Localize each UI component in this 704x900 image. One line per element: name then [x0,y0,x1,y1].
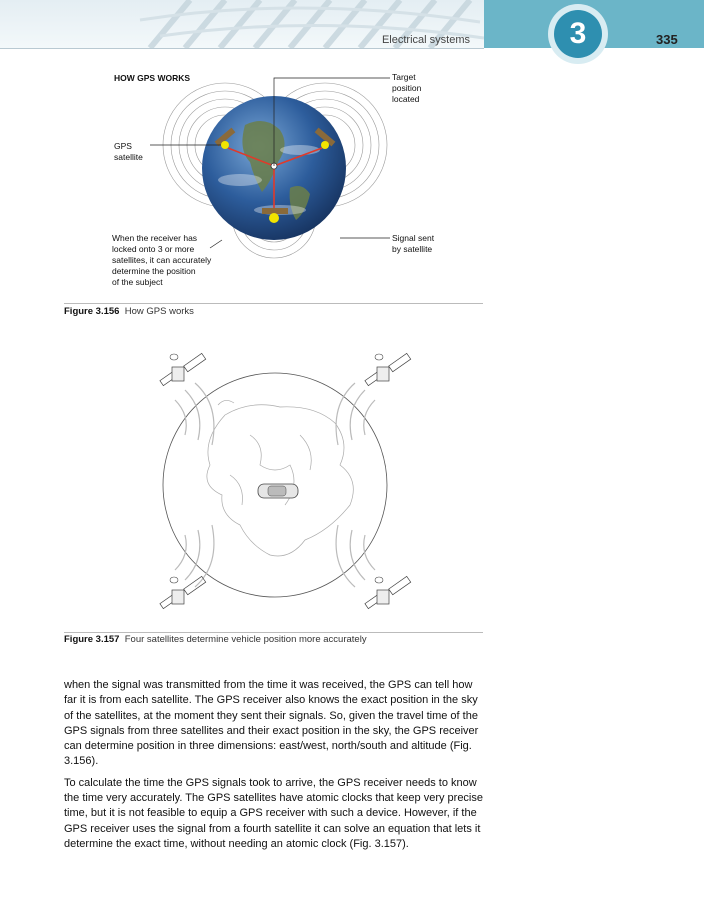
paragraph: To calculate the time the GPS signals took to arrive, the GPS receiver needs to know the time very accurately. The GPS satellites have atomic clocks that keep very precise time, but it is not feasible to equip a GPS receiver with such a device. However, if the GPS receiver uses the signal from a fourth satellite it can solve an equation that lets it determine the exact time, without needing an atomic clock (Fig. 3.157). [64,776,483,850]
label-target-position: Target position located [392,72,422,104]
car-icon [258,484,298,498]
figure-157-number: Figure 3.157 [64,634,120,645]
figure-156-caption [64,306,194,317]
header-rule [0,48,484,49]
label-gps-satellite: GPS satellite [114,141,143,162]
label-receiver-locked: When the receiver has locked onto 3 or more satellites, it can accurately determine the position of the subject [112,233,212,287]
figure-156-caption-text: How GPS works [124,306,194,317]
chapter-number: 3 [554,10,602,58]
satellite-icon [160,576,206,608]
satellite-icon [160,353,206,385]
section-title: Electrical systems [381,34,470,46]
paragraph: when the signal was transmitted from the time it was received, the GPS can tell how far it is from each satellite. The GPS receiver also knows the exact position in the sky of the satellites, at the moment they sent their signals. So, given the travel time of the GPS signals from three satellites and their exact position in the sky, the GPS receiver can determine position in three dimensions: east/west, north/south and altitude (Fig. 3.156). [64,679,479,768]
gps-globe-illustration [150,70,400,260]
satellite-icon [365,576,411,608]
figure-heading: HOW GPS WORKS [114,73,191,83]
four-satellites-map-illustration [130,345,420,620]
body-text [64,678,486,858]
figure-156-number: Figure 3.156 [64,306,120,317]
satellite-icon [365,353,411,385]
figure-157-rule [64,632,483,633]
label-signal-sent: Signal sent by satellite [392,233,435,254]
page-number: 335 [656,32,678,47]
figure-157-caption-text: Four satellites determine vehicle position more accurately [124,634,367,645]
figure-157-caption [64,634,367,645]
figure-156-rule [64,303,483,304]
